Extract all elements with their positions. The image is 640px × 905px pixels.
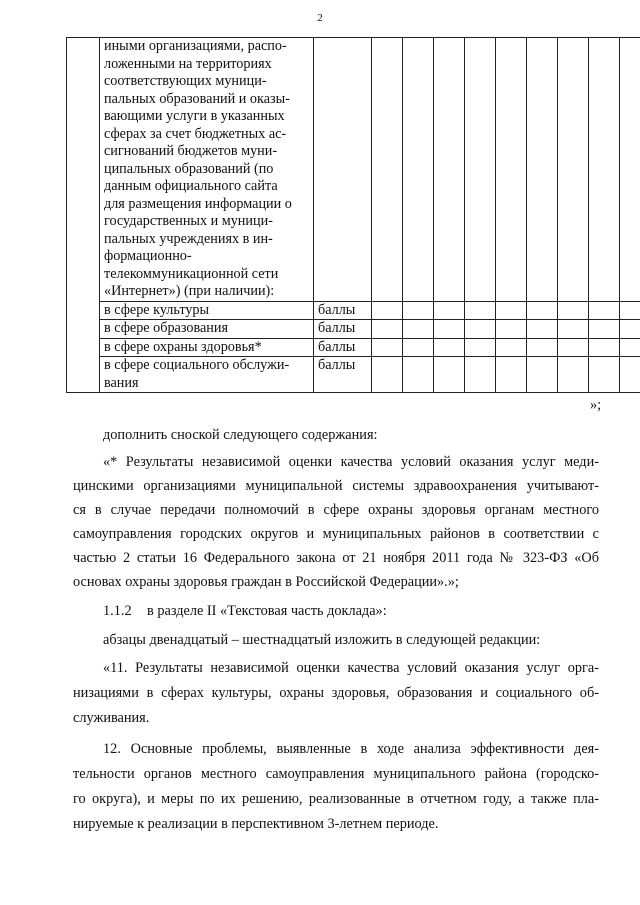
footnote-line: самоуправления городских округов и муниципальных районов в соответствии с	[73, 526, 599, 542]
sphere-label-continued: вания	[104, 374, 139, 391]
value-cell	[403, 301, 434, 320]
indicator-text-line: соответствующих муници-	[104, 73, 267, 89]
value-cell	[465, 338, 496, 357]
value-cell	[496, 338, 527, 357]
paragraph-11-line: служивания.	[73, 710, 150, 726]
footnote-line: цинскими организациями муниципальной системы здравоохранения учитывают-	[73, 478, 599, 494]
unit-cell: баллы	[314, 320, 372, 339]
unit-cell: баллы	[314, 301, 372, 320]
indicator-text-line: сферах за счет бюджетных ас-	[104, 125, 287, 142]
table-row	[67, 338, 640, 357]
value-cell	[589, 320, 620, 339]
value-cell	[434, 338, 465, 357]
value-cell	[558, 301, 589, 320]
sphere-label: в сфере охраны здоровья*	[104, 338, 262, 355]
indicator-text-line: «Интернет») (при наличии):	[104, 283, 275, 299]
indicator-table	[66, 37, 640, 393]
footnote-line: ся в случае передачи полномочий в сфере охраны здоровья органам местного	[73, 502, 599, 518]
paragraph-12-line: тельности органов местного самоуправления муниципального района (городско-	[73, 766, 599, 782]
indicator-text-line: сигнований бюджетов муни-	[104, 143, 278, 159]
paragraph-12-line: нируемые к реализации в перспективном 3-летнем периоде.	[73, 816, 439, 832]
unit-cell	[314, 38, 372, 302]
value-cell	[372, 357, 403, 393]
value-cell	[558, 338, 589, 357]
indicator-text-line: ложенными на территориях	[104, 55, 272, 72]
row-number-cell	[67, 38, 100, 393]
table-row	[67, 38, 640, 302]
value-cell	[589, 38, 620, 302]
page-number: 2	[317, 12, 323, 24]
value-cell	[465, 38, 496, 302]
value-cell	[620, 357, 640, 393]
value-cell	[496, 301, 527, 320]
indicator-text-line: для размещения информации о	[104, 195, 292, 212]
value-cell	[465, 357, 496, 393]
value-cell	[620, 301, 640, 320]
value-cell	[372, 38, 403, 302]
value-cell	[496, 357, 527, 393]
sphere-label: в сфере культуры	[104, 301, 210, 318]
value-cell	[403, 357, 434, 393]
value-cell	[589, 338, 620, 357]
value-cell	[372, 320, 403, 339]
value-cell	[620, 338, 640, 357]
section-number: 1.1.2	[103, 603, 132, 619]
unit-cell: баллы	[314, 357, 372, 393]
value-cell	[589, 357, 620, 393]
value-cell	[620, 320, 640, 339]
indicator-text-line: телекоммуникационной сети	[104, 265, 279, 282]
footnote-line: основах охраны здоровья граждан в Российской Федерации».»;	[73, 574, 459, 590]
paragraph-11-line: «11. Результаты независимой оценки качества условий оказания услуг орга-	[103, 660, 599, 676]
value-cell	[558, 357, 589, 393]
value-cell	[403, 38, 434, 302]
indicator-text-line: государственных и муници-	[104, 213, 273, 229]
closing-quote-mark: »;	[590, 397, 602, 413]
footnote-line: «* Результаты независимой оценки качества условий оказания услуг меди-	[103, 454, 599, 470]
unit-cell: баллы	[314, 338, 372, 357]
paragraph-intro: абзацы двенадцатый – шестнадцатый изложить в следующей редакции:	[103, 632, 541, 648]
value-cell	[527, 320, 558, 339]
value-cell	[527, 301, 558, 320]
value-cell	[372, 301, 403, 320]
paragraph-12-line: 12. Основные проблемы, выявленные в ходе анализа эффективности дея-	[103, 741, 599, 757]
value-cell	[434, 301, 465, 320]
indicator-text-line: иными организациями, распо-	[104, 38, 287, 54]
footnote-line: частью 2 статьи 16 Федерального закона от 21 ноября 2011 года № 323-ФЗ «Об	[73, 550, 599, 566]
sphere-label-cell	[100, 301, 314, 320]
indicator-table-body	[67, 38, 640, 393]
value-cell	[620, 38, 640, 302]
value-cell	[558, 320, 589, 339]
section-heading: в разделе II «Текстовая часть доклада»:	[147, 603, 387, 619]
value-cell	[465, 301, 496, 320]
table-row	[67, 301, 640, 320]
sphere-label: в сфере социального обслужи-	[104, 357, 290, 373]
value-cell	[372, 338, 403, 357]
indicator-text-line: пальных образований и оказы-	[104, 90, 290, 107]
indicator-text-line: вающими услуги в указанных	[104, 108, 285, 124]
indicator-text-line: ципальных образований (по	[104, 160, 274, 177]
sphere-label: в сфере образования	[104, 320, 228, 336]
paragraph-12-line: го округа), и меры по их решению, реализованные в отчетном году, а также пла-	[73, 791, 599, 807]
value-cell	[527, 357, 558, 393]
value-cell	[403, 338, 434, 357]
table-row	[67, 320, 640, 339]
value-cell	[527, 338, 558, 357]
value-cell	[496, 320, 527, 339]
indicator-text-line: данным официального сайта	[104, 178, 278, 194]
paragraph-11-line: низациями в сферах культуры, охраны здоровья, образования и социального об-	[73, 685, 599, 701]
sphere-label-cell	[100, 338, 314, 357]
sphere-label-cell	[100, 357, 314, 393]
value-cell	[434, 357, 465, 393]
value-cell	[589, 301, 620, 320]
value-cell	[434, 38, 465, 302]
indicator-description-cell	[100, 38, 314, 302]
value-cell	[403, 320, 434, 339]
value-cell	[465, 320, 496, 339]
indicator-text-line: формационно-	[104, 248, 192, 264]
table-row	[67, 357, 640, 393]
sphere-label-cell	[100, 320, 314, 339]
value-cell	[558, 38, 589, 302]
value-cell	[434, 320, 465, 339]
value-cell	[496, 38, 527, 302]
footnote-intro: дополнить сноской следующего содержания:	[103, 427, 378, 443]
value-cell	[527, 38, 558, 302]
indicator-text-line: пальных учреждениях в ин-	[104, 230, 273, 247]
